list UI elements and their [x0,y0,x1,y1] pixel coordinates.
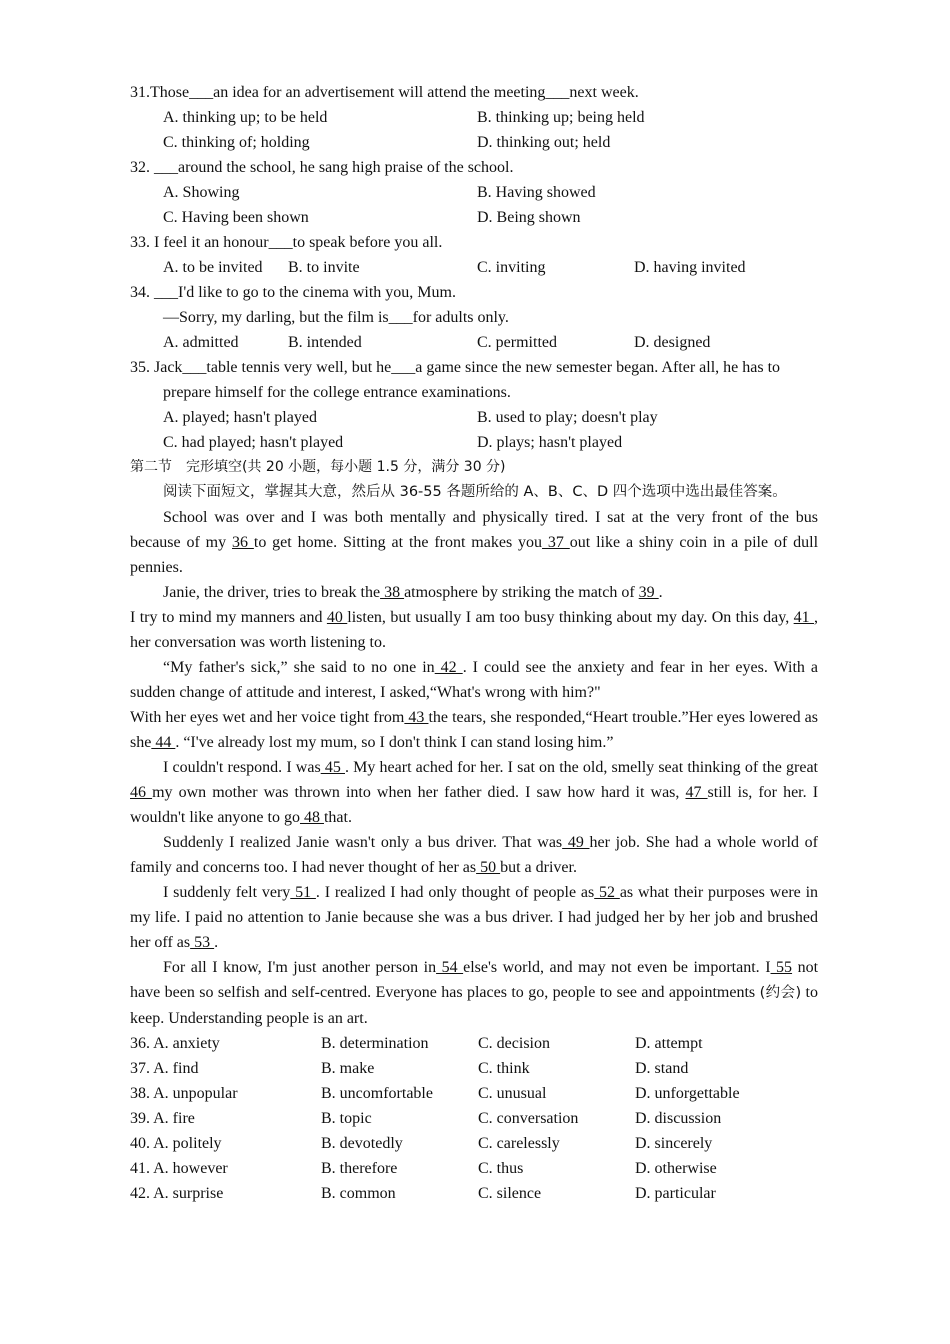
blank-41: 41 [793,609,815,626]
option-b: B. thinking up; being held [477,109,645,126]
option-b: B. used to play; doesn't play [477,409,658,426]
option-a: A. Showing [163,184,240,201]
options-31 [130,105,818,130]
answer-row-39: 39. A. fire B. topic C. conversation D. discussion [130,1110,722,1127]
answer-row-38: 38. A. unpopular B. uncomfortable C. unusual D. unforgettable [130,1085,740,1102]
blank-37: 37 [542,534,570,551]
blank-36: 36 [232,534,254,551]
blank-44: 44 [151,734,176,751]
question-31 [130,80,818,105]
answer-row-41: 41. A. however B. therefore C. thus D. otherwise [130,1160,717,1177]
options-33 [130,255,818,280]
question-35 [130,355,818,380]
option-c: C. Having been shown [163,209,309,226]
question-stem: 35. Jack___table tennis very well, but he___a game since the new semester began. After all, he has to [130,359,781,376]
answer-row-36: 36. A. anxiety B. determination C. decision D. attempt [130,1035,703,1052]
blank-38: 38 [380,584,405,601]
option-a: A. to be invited [163,259,263,276]
section-instruction: 阅读下面短文，掌握其大意，然后从 36-55 各题所给的 A、B、C、D 四个选项中选出最佳答案。 [163,484,787,500]
option-b: B. intended [288,334,362,351]
blank-52: 52 [594,884,620,901]
blank-46: 46 [130,784,153,801]
blank-49: 49 [562,834,590,851]
option-c: C. permitted [477,334,557,351]
blank-47: 47 [685,784,708,801]
blank-53: 53 [190,934,215,951]
passage-paragraph: “My father's sick,” she said to no one in 42 . I could see the anxiety and fear in her eyes. With a sudden change of attitude and interest, I asked,“What's wrong with him?" [130,659,819,701]
blank-48: 48 [299,809,324,826]
passage-paragraph: Suddenly I realized Janie wasn't only a bus driver. That was 49 her job. She had a whole world of family and concerns too. I had never thought of her as 50 but a driver. [130,834,818,876]
question-34 [130,280,818,305]
answer-row-40: 40. A. politely B. devotedly C. carelessly D. sincerely [130,1135,713,1152]
passage-paragraph: I suddenly felt very 51 . I realized I had only thought of people as 52 as what their purposes were in my life. I paid no attention to Janie because she was a bus driver. I had judged her by her job and brushed her off as 53 . [130,884,819,951]
option-d: D. Being shown [477,209,581,226]
question-32 [130,155,818,180]
blank-40: 40 [326,609,348,626]
passage-paragraph: School was over and I was both mentally and physically tired. I sat at the very front of the bus because of my 36 to get home. Sitting at the front makes you 37 out like a shiny coin in a pile of dull pennies. [130,509,819,576]
option-a: A. thinking up; to be held [163,109,328,126]
passage-paragraph: With her eyes wet and her voice tight from 43 the tears, she responded,“Heart trouble.”Her eyes lowered as she 44 . “I've already lost my mum, so I don't think I can stand losing him.” [130,709,818,751]
answer-row-42: 42. A. surprise B. common C. silence D. particular [130,1185,716,1202]
option-c: C. had played; hasn't played [163,434,344,451]
option-a: A. played; hasn't played [163,409,317,426]
question-stem: 31.Those___an idea for an advertisement will attend the meeting___next week. [130,84,639,101]
option-c: C. thinking of; holding [163,134,310,151]
blank-54: 54 [436,959,464,976]
question-stem: 32. ___around the school, he sang high praise of the school. [130,159,514,176]
blank-42: 42 [434,659,463,676]
option-d: D. having invited [634,259,746,276]
blank-39: 39 [638,584,659,601]
passage-paragraph: For all I know, I'm just another person in 54 else's world, and may not even be important. I 55 not have been so selfish and self-centred. Everyone has places to go, people to see and appointments (约会) to keep. Understanding people is an art. [130,959,819,1027]
passage-paragraph: I try to mind my manners and 40 listen, but usually I am too busy thinking about my day. On this day, 41 , her conversation was worth listening to. [130,609,819,651]
option-a: A. admitted [163,334,239,351]
section-heading: 第二节 完形填空(共 20 小题，每小题 1.5 分，满分 30 分) [130,459,506,475]
dialogue-reply: —Sorry, my darling, but the film is___for adults only. [163,309,509,326]
answer-options [130,1031,818,1206]
blank-50: 50 [476,859,501,876]
question-35-cont [130,380,818,405]
options-31b [130,130,818,155]
options-32 [130,180,818,205]
passage-paragraph: Janie, the driver, tries to break the 38 atmosphere by striking the match of 39 . [163,584,663,601]
blank-51: 51 [290,884,316,901]
option-d: D. designed [634,334,711,351]
options-35 [130,405,818,430]
question-33 [130,230,818,255]
blank-43: 43 [404,709,429,726]
option-b: B. to invite [288,259,360,276]
option-c: C. inviting [477,259,546,276]
options-35b [130,430,818,455]
answer-row-37: 37. A. find B. make C. think D. stand [130,1060,689,1077]
option-d: D. thinking out; held [477,134,611,151]
option-d: D. plays; hasn't played [477,434,623,451]
question-stem-cont: prepare himself for the college entrance examinations. [163,384,511,401]
question-stem: 34. ___I'd like to go to the cinema with you, Mum. [130,284,456,301]
blank-55: 55 [770,959,793,976]
question-34-reply [130,305,818,330]
options-32b [130,205,818,230]
options-34 [130,330,818,355]
blank-45: 45 [320,759,345,776]
exam-page [130,80,818,1206]
passage-paragraph: I couldn't respond. I was 45 . My heart ached for her. I sat on the old, smelly seat thinking of the great 46 my own mother was thrown into when her father died. I saw how hard it was, 47 still is, for her. I wouldn't like anyone to go 48 that. [130,759,819,826]
question-stem: 33. I feel it an honour___to speak before you all. [130,234,443,251]
option-b: B. Having showed [477,184,596,201]
